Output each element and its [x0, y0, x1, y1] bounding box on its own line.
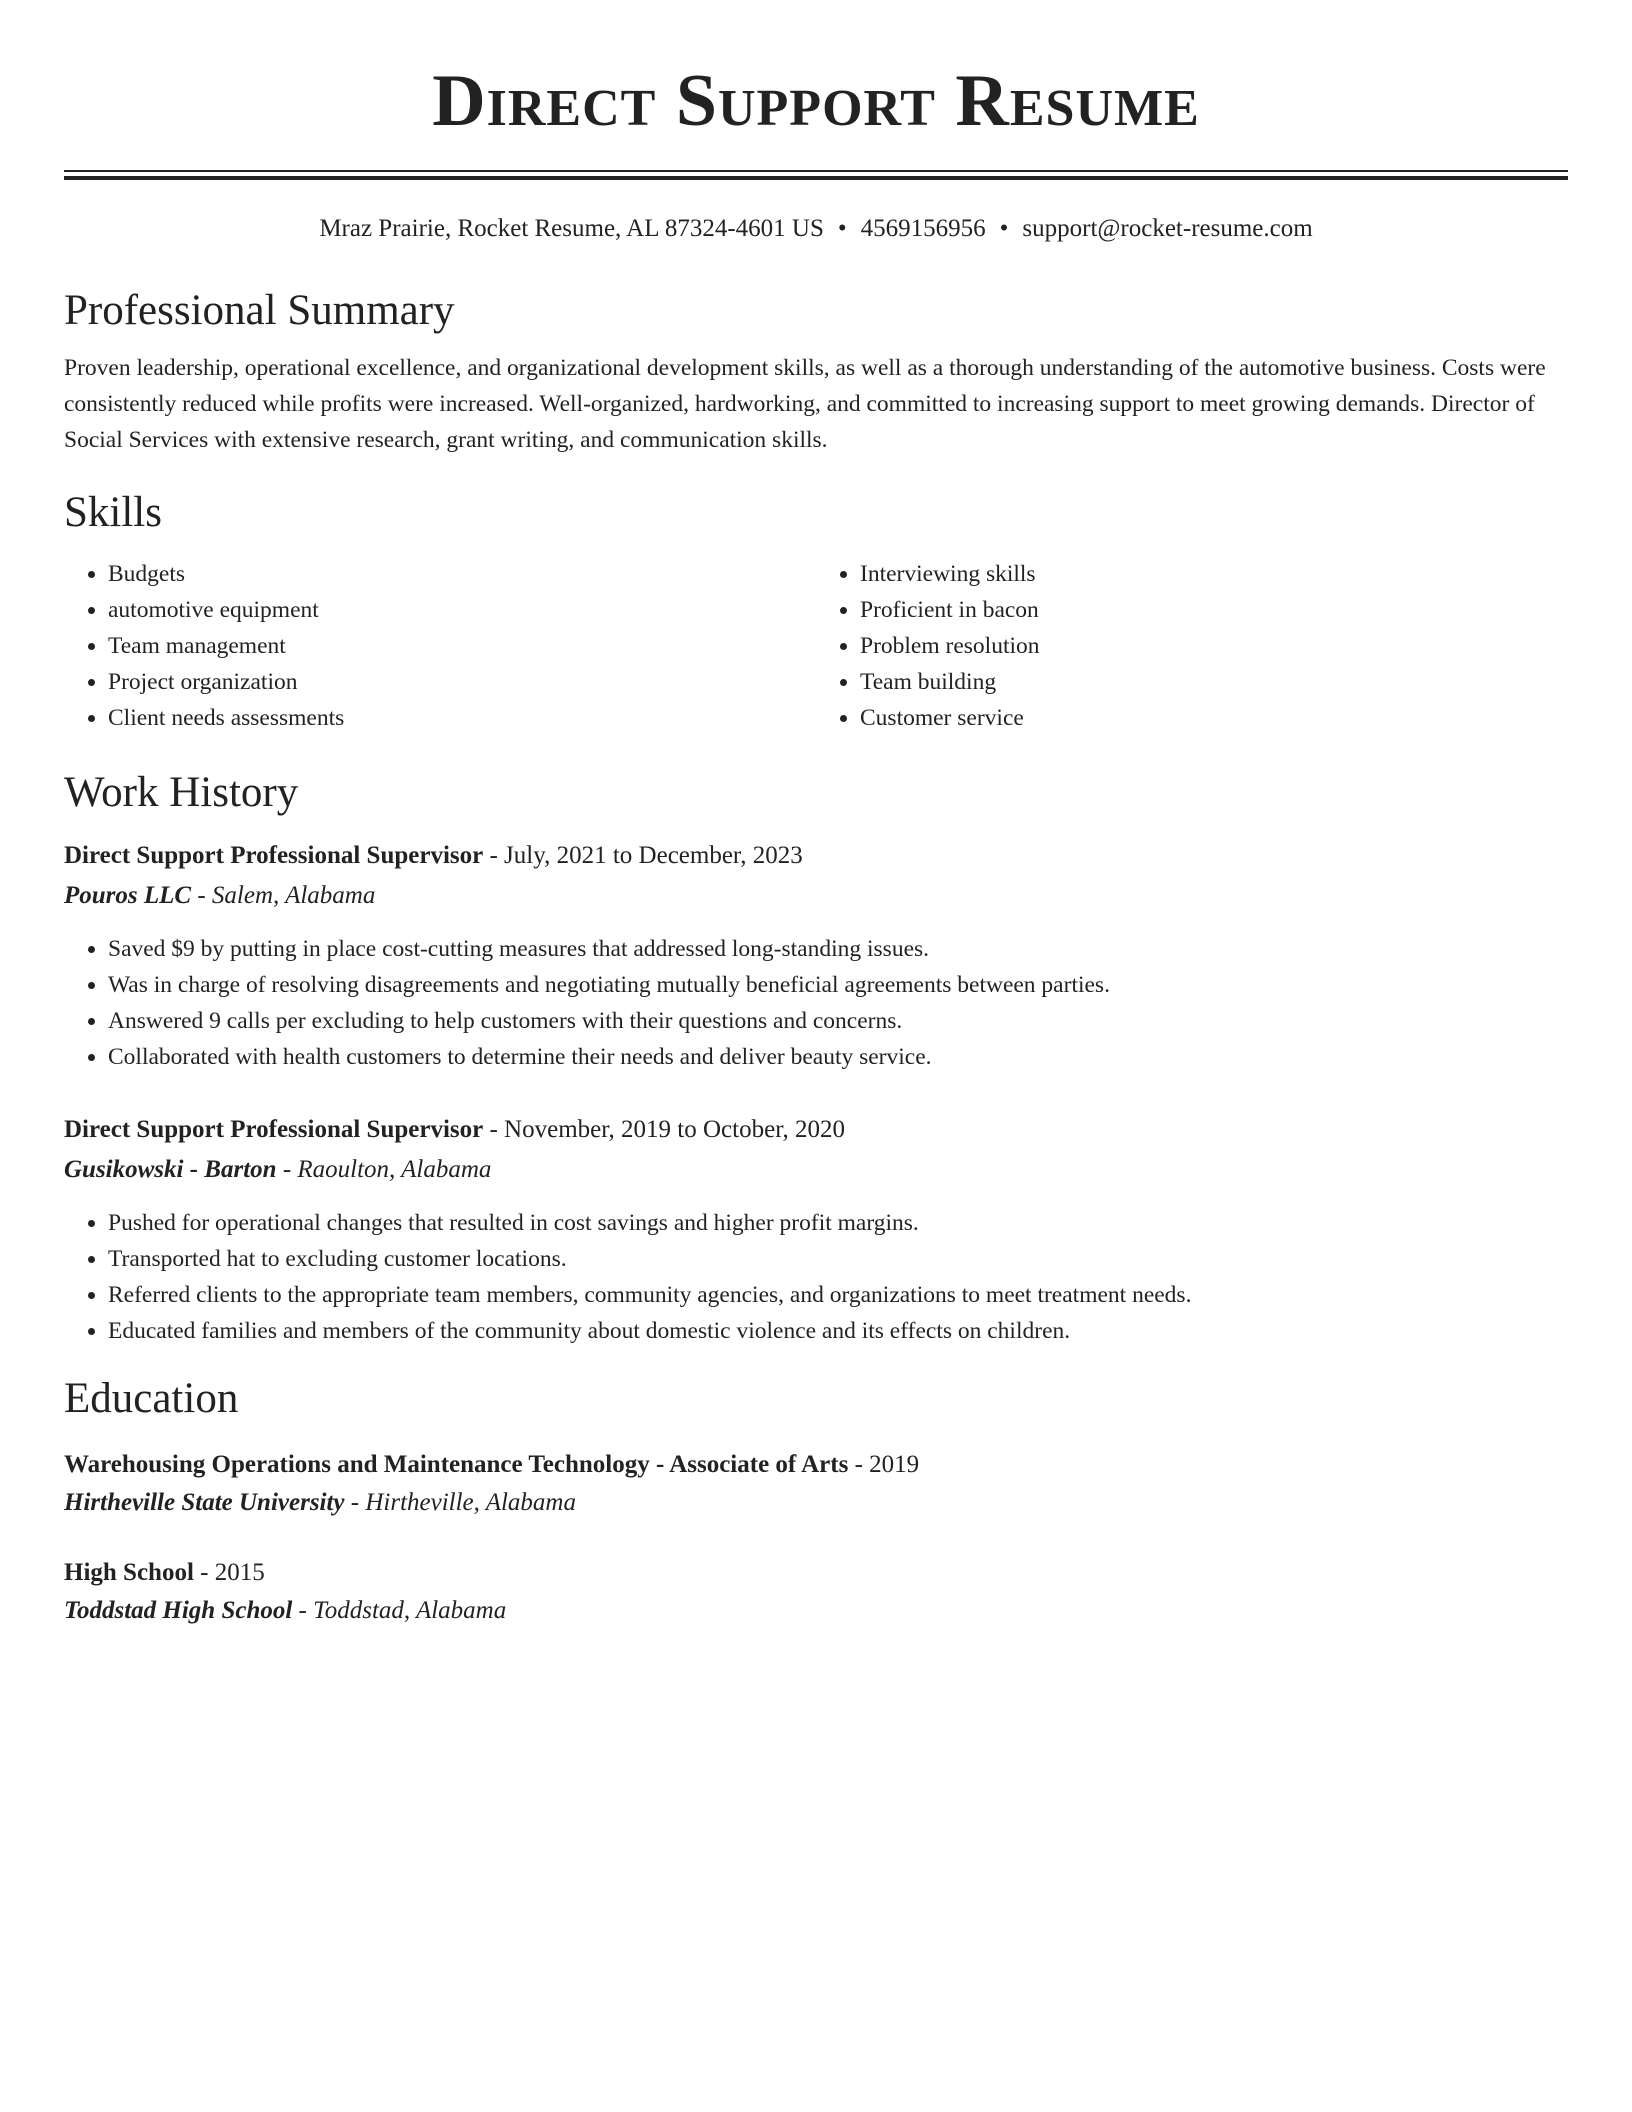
job-company-line	[64, 881, 1568, 911]
skill-item: • Project organization	[108, 664, 816, 700]
job-location: - Salem, Alabama	[191, 882, 376, 909]
education-degree-line	[64, 1558, 1568, 1588]
skills-columns	[64, 556, 1568, 736]
skill-item: • Budgets	[108, 556, 816, 592]
skills-section	[64, 491, 1568, 736]
skill-item: • Problem resolution	[860, 628, 1568, 664]
job-title-line	[64, 841, 1568, 871]
skill-item: • Team building	[860, 664, 1568, 700]
job-bullet: • Collaborated with health customers to determine their needs and deliver beauty service.	[108, 1039, 1568, 1075]
education-school-line	[64, 1488, 1568, 1518]
job-company-line	[64, 1155, 1568, 1185]
skill-item: • Customer service	[860, 700, 1568, 736]
skill-item: • Client needs assessments	[108, 700, 816, 736]
contact-line	[64, 214, 1568, 244]
education-year: - 2015	[193, 1559, 265, 1586]
skill-item: • automotive equipment	[108, 592, 816, 628]
education-location: - Hirtheville, Alabama	[344, 1489, 576, 1516]
education-year: - 2019	[848, 1451, 920, 1478]
skill-item: • Interviewing skills	[860, 556, 1568, 592]
education-school: Toddstad High School	[64, 1597, 293, 1624]
education-location: - Toddstad, Alabama	[292, 1597, 507, 1624]
skills-right-list	[816, 556, 1568, 736]
job-bullets	[64, 931, 1568, 1075]
education-entry	[64, 1450, 1568, 1518]
job-location: - Raoulton, Alabama	[276, 1156, 492, 1183]
job-dates: - November, 2019 to October, 2020	[483, 1116, 846, 1143]
job-dates: - July, 2021 to December, 2023	[483, 842, 803, 869]
contact-separator: •	[999, 215, 1009, 242]
job-bullet: • Was in charge of resolving disagreements and negotiating mutually beneficial agreements between parties.	[108, 967, 1568, 1003]
resume-title: Direct Support Resume	[432, 60, 1200, 142]
skills-heading: Skills	[64, 489, 162, 536]
work-history-section	[64, 771, 1568, 1349]
job-company: Gusikowski - Barton	[64, 1156, 277, 1183]
job-bullet: • Saved $9 by putting in place cost-cutting measures that addressed long-standing issues.	[108, 931, 1568, 967]
job-title-line	[64, 1115, 1568, 1145]
education-school: Hirtheville State University	[64, 1489, 345, 1516]
job-company: Pouros LLC	[64, 882, 192, 909]
job-bullet: • Educated families and members of the community about domestic violence and its effects on children.	[108, 1313, 1568, 1349]
work-history-heading: Work History	[64, 769, 299, 816]
job-title: Direct Support Professional Supervisor	[64, 842, 484, 869]
contact-address: Mraz Prairie, Rocket Resume, AL 87324-4601 US	[319, 215, 824, 242]
job-bullet: • Transported hat to excluding customer locations.	[108, 1241, 1568, 1277]
education-degree-line	[64, 1450, 1568, 1480]
summary-heading: Professional Summary	[64, 287, 455, 334]
contact-phone: 4569156956	[860, 215, 986, 242]
education-degree: Warehousing Operations and Maintenance Technology - Associate of Arts	[64, 1451, 849, 1478]
job-bullets	[64, 1205, 1568, 1349]
education-school-line	[64, 1596, 1568, 1626]
title-divider	[64, 170, 1568, 180]
skill-item: • Proficient in bacon	[860, 592, 1568, 628]
education-heading: Education	[64, 1375, 239, 1422]
job-bullet: • Referred clients to the appropriate team members, community agencies, and organizations to meet treatment needs.	[108, 1277, 1568, 1313]
job-entry	[64, 841, 1568, 1075]
contact-email: support@rocket-resume.com	[1022, 215, 1313, 242]
education-degree: High School	[64, 1559, 194, 1586]
job-bullet: • Pushed for operational changes that resulted in cost savings and higher profit margins.	[108, 1205, 1568, 1241]
summary-section	[64, 289, 1568, 458]
job-bullet: • Answered 9 calls per excluding to help customers with their questions and concerns.	[108, 1003, 1568, 1039]
education-entry	[64, 1558, 1568, 1626]
education-section	[64, 1377, 1568, 1626]
skill-item: • Team management	[108, 628, 816, 664]
skills-left-list	[64, 556, 816, 736]
job-title: Direct Support Professional Supervisor	[64, 1116, 484, 1143]
job-entry	[64, 1115, 1568, 1349]
summary-text: Proven leadership, operational excellence, and organizational development skills, as well as a thorough understanding of the automotive business. Costs were consistently reduced while profits were increased. Well-organized, hardworking, and committed to increasing support to meet growing demands. Director of Social Services with extensive research, grant writing, and communication skills.	[64, 355, 1546, 453]
contact-separator: •	[837, 215, 847, 242]
